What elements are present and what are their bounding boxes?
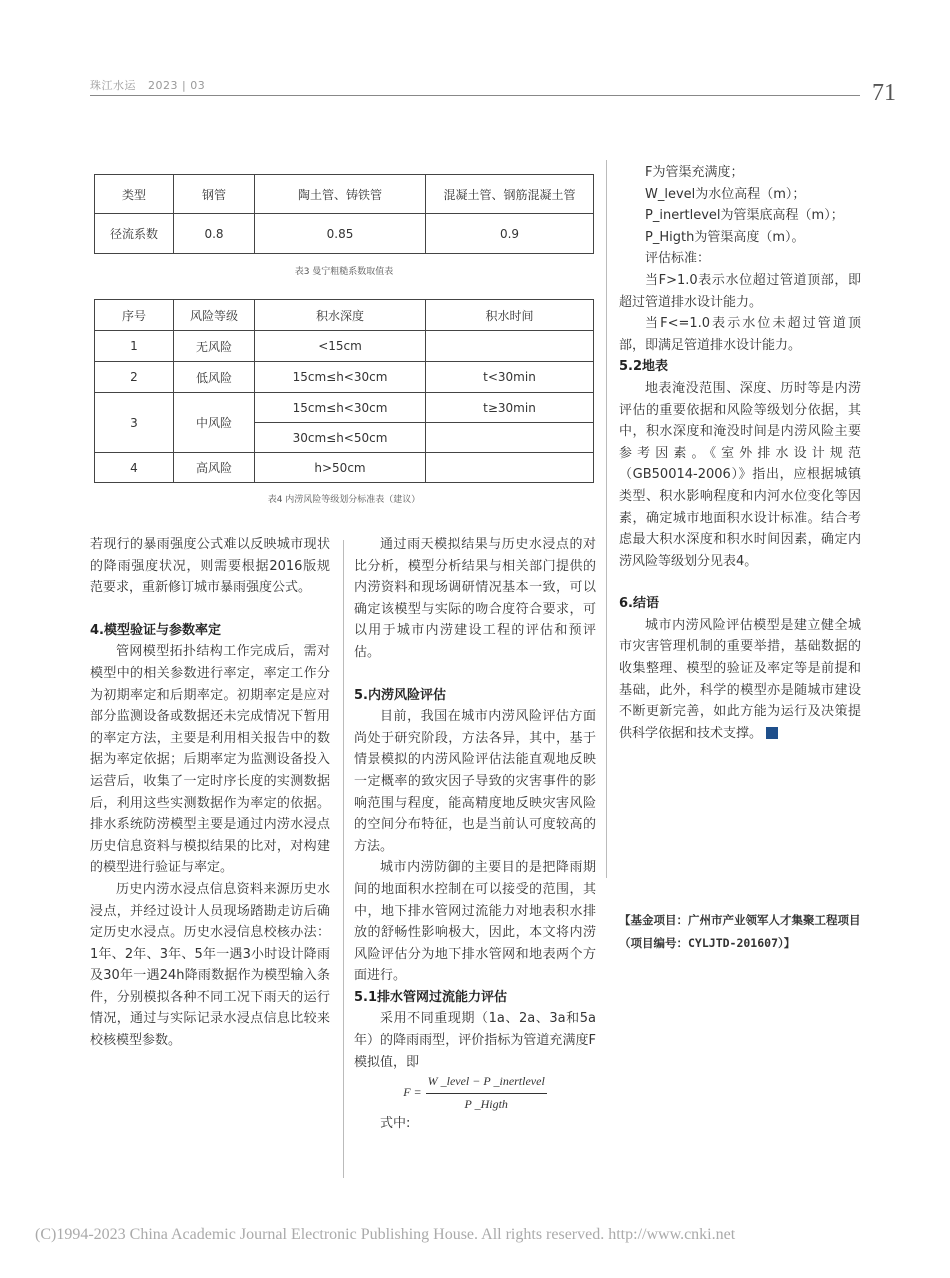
running-header xyxy=(90,77,205,93)
paragraph: 评估标准： xyxy=(645,251,711,267)
issue-number: 2023 | 03 xyxy=(148,79,206,92)
paragraph xyxy=(619,615,861,745)
paragraph: F为管渠充满度； xyxy=(645,165,744,180)
page-number: 71 xyxy=(872,80,896,106)
table-cell: t≥30min xyxy=(426,393,594,423)
table-cell: 低风险 xyxy=(174,362,255,393)
table-cell: 高风险 xyxy=(174,453,255,483)
section-heading-5: 5.内涝风险评估 xyxy=(354,687,446,703)
table-cell: 0.85 xyxy=(255,214,426,254)
formula-fraction xyxy=(426,1071,547,1115)
table-cell: 混凝土管、钢筋混凝土管 xyxy=(426,175,594,214)
table-row xyxy=(95,300,594,331)
paragraph: 采用不同重现期（1a、2a、3a和5a年）的降雨雨型，评价指标为管道充满度F模拟值，即 xyxy=(354,1011,596,1070)
table-row xyxy=(95,331,594,362)
paragraph: 目前，我国在城市内涝风险评估方面尚处于研究阶段，方法各异，其中，基于情景模拟的内涝风险评估法能直观地反映一定概率的致灾因子导致的灾害事件的影响范围与程度，能高精度地反映灾害风险的空间分布特征，也是当前认可度较高的方法。 xyxy=(354,709,596,854)
section-heading-6: 6.结语 xyxy=(619,596,659,612)
table-cell: 中风险 xyxy=(174,393,255,453)
column-divider xyxy=(343,540,344,1178)
paragraph: 当F<=1.0表示水位未超过管道顶部，即满足管道排水设计能力。 xyxy=(619,316,861,353)
table-cell: 径流系数 xyxy=(95,214,174,254)
paragraph: 地表淹没范围、深度、历时等是内涝评估的重要依据和风险等级划分依据，其中，积水深度和淹没时间是内涝风险主要参考因素。《室外排水设计规范（GB50014-2006）》指出，应根据城镇类型、积水影响程度和内河水位变化等因素，确定城市地面积水设计标准。结合考虑最大积水深度和积水时间因素，确定内涝风险等级划分见表4。 xyxy=(619,380,861,569)
table-3-caption: 表3 曼宁粗糙系数取值表 xyxy=(294,267,394,277)
table-cell: 4 xyxy=(95,453,174,483)
table-cell: h>50cm xyxy=(255,453,426,483)
column-2 xyxy=(354,534,596,1135)
formula-denominator: P _Higth xyxy=(464,1096,508,1111)
paragraph: P_Higth为管渠高度（m）。 xyxy=(645,229,805,245)
table-cell xyxy=(426,423,594,453)
table-cell: 15cm≤h<30cm xyxy=(255,362,426,393)
copyright-footer: (C)1994-2023 China Academic Journal Electronic Publishing House. All rights reserved. http://www.cnki.net xyxy=(35,1226,736,1243)
paragraph: W_level为水位高程（m）； xyxy=(645,186,806,202)
table-cell: 30cm≤h<50cm xyxy=(255,423,426,453)
paragraph: 城市内涝防御的主要目的是把降雨期间的地面积水控制在可以接受的范围，其中，地下排水管网过流能力对地表积水排放的舒畅性影响极大，因此，本文将内涝风险评估分为地下排水管网和地表两个方面进行。 xyxy=(354,860,596,984)
table-4 xyxy=(94,299,594,483)
fund-note: 【基金项目：广州市产业领军人才集聚工程项目（项目编号：CYLJTD-201607）】 xyxy=(619,913,861,950)
paragraph: 历史内涝水浸点信息资料来源历史水浸点，并经过设计人员现场踏勘走访后确定历史水浸点。历史水浸信息校核办法：1年、2年、3年、5年一遇3小时设计降雨及30年一遇24h降雨数据作为模型输入条件，分别模拟各种不同工况下雨天的运行情况，通过与实际记录水浸点信息比较来校核模型参数。 xyxy=(90,881,330,1049)
section-heading-4: 4.模型验证与参数率定 xyxy=(90,622,221,638)
paragraph: 当F>1.0表示水位超过管道顶部，即超过管道排水设计能力。 xyxy=(619,272,861,310)
table-header-cell: 积水深度 xyxy=(255,300,426,331)
table-cell: 钢管 xyxy=(174,175,255,214)
paragraph: 若现行的暴雨强度公式难以反映城市现状的降雨强度状况，则需要根据2016版规范要求，重新修订城市暴雨强度公式。 xyxy=(90,537,330,596)
table-header-cell: 序号 xyxy=(95,300,174,331)
table-cell: 1 xyxy=(95,331,174,362)
section-heading-5-2: 5.2地表 xyxy=(619,359,669,375)
table-cell: 0.8 xyxy=(174,214,255,254)
table-row xyxy=(95,362,594,393)
table-4-caption: 表4 内涝风险等级划分标准表（建议） xyxy=(267,495,421,505)
table-cell: 陶土管、铸铁管 xyxy=(255,175,426,214)
end-mark-icon xyxy=(766,727,778,739)
column-1 xyxy=(90,534,330,1052)
header-rule xyxy=(90,95,860,96)
table-row xyxy=(95,175,594,214)
table-cell xyxy=(426,331,594,362)
journal-name: 珠江水运 xyxy=(90,79,136,92)
table-cell xyxy=(426,453,594,483)
table-cell: 0.9 xyxy=(426,214,594,254)
table-header-cell: 积水时间 xyxy=(426,300,594,331)
column-3 xyxy=(619,162,861,744)
table-cell: 2 xyxy=(95,362,174,393)
table-cell: 类型 xyxy=(95,175,174,214)
paragraph: P_inertlevel为管渠底高程（m）； xyxy=(645,208,844,224)
table-cell: <15cm xyxy=(255,331,426,362)
table-cell: 无风险 xyxy=(174,331,255,362)
column-divider xyxy=(606,160,607,878)
table-cell: 15cm≤h<30cm xyxy=(255,393,426,423)
table-cell: t<30min xyxy=(426,362,594,393)
table-3 xyxy=(94,174,594,254)
table-header-cell: 风险等级 xyxy=(174,300,255,331)
section-heading-5-1: 5.1排水管网过流能力评估 xyxy=(354,989,508,1005)
formula-lhs: F = xyxy=(403,1085,422,1100)
table-cell: 3 xyxy=(95,393,174,453)
formula-numerator: W _level − P _inertlevel xyxy=(426,1071,547,1094)
formula xyxy=(354,1073,596,1113)
table-row xyxy=(95,453,594,483)
paragraph: 式中: xyxy=(380,1116,411,1132)
conclusion-text: 城市内涝风险评估模型是建立健全城市灾害管理机制的重要举措，基础数据的收集整理、模型的验证及率定等是前提和基础，此外，科学的模型亦是随城市建设不断更新完善，如此方能为运行及决策提供科学依据和技术支撑。 xyxy=(619,617,861,741)
table-row xyxy=(95,214,594,254)
paragraph: 管网模型拓扑结构工作完成后，需对模型中的相关参数进行率定，率定工作分为初期率定和后期率定。初期率定是应对部分监测设备或数据还未完成情况下暂用的率定方法，主要是利用相关报告中的数据为率定依据；后期率定为监测设备投入运营后，收集了一定时序长度的实测数据后，利用这些实测数据作为率定的依据。排水系统防涝模型主要是通过内涝水浸点历史信息资料与模拟结果的比对，对构建的模型进行验证与率定。 xyxy=(90,644,330,876)
table-row xyxy=(95,393,594,423)
paragraph: 通过雨天模拟结果与历史水浸点的对比分析，模型分析结果与相关部门提供的内涝资料和现场调研情况基本一致，可以确定该模型与实际的吻合度符合要求，可以用于城市内涝建设工程的评估和预评估。 xyxy=(354,537,596,660)
